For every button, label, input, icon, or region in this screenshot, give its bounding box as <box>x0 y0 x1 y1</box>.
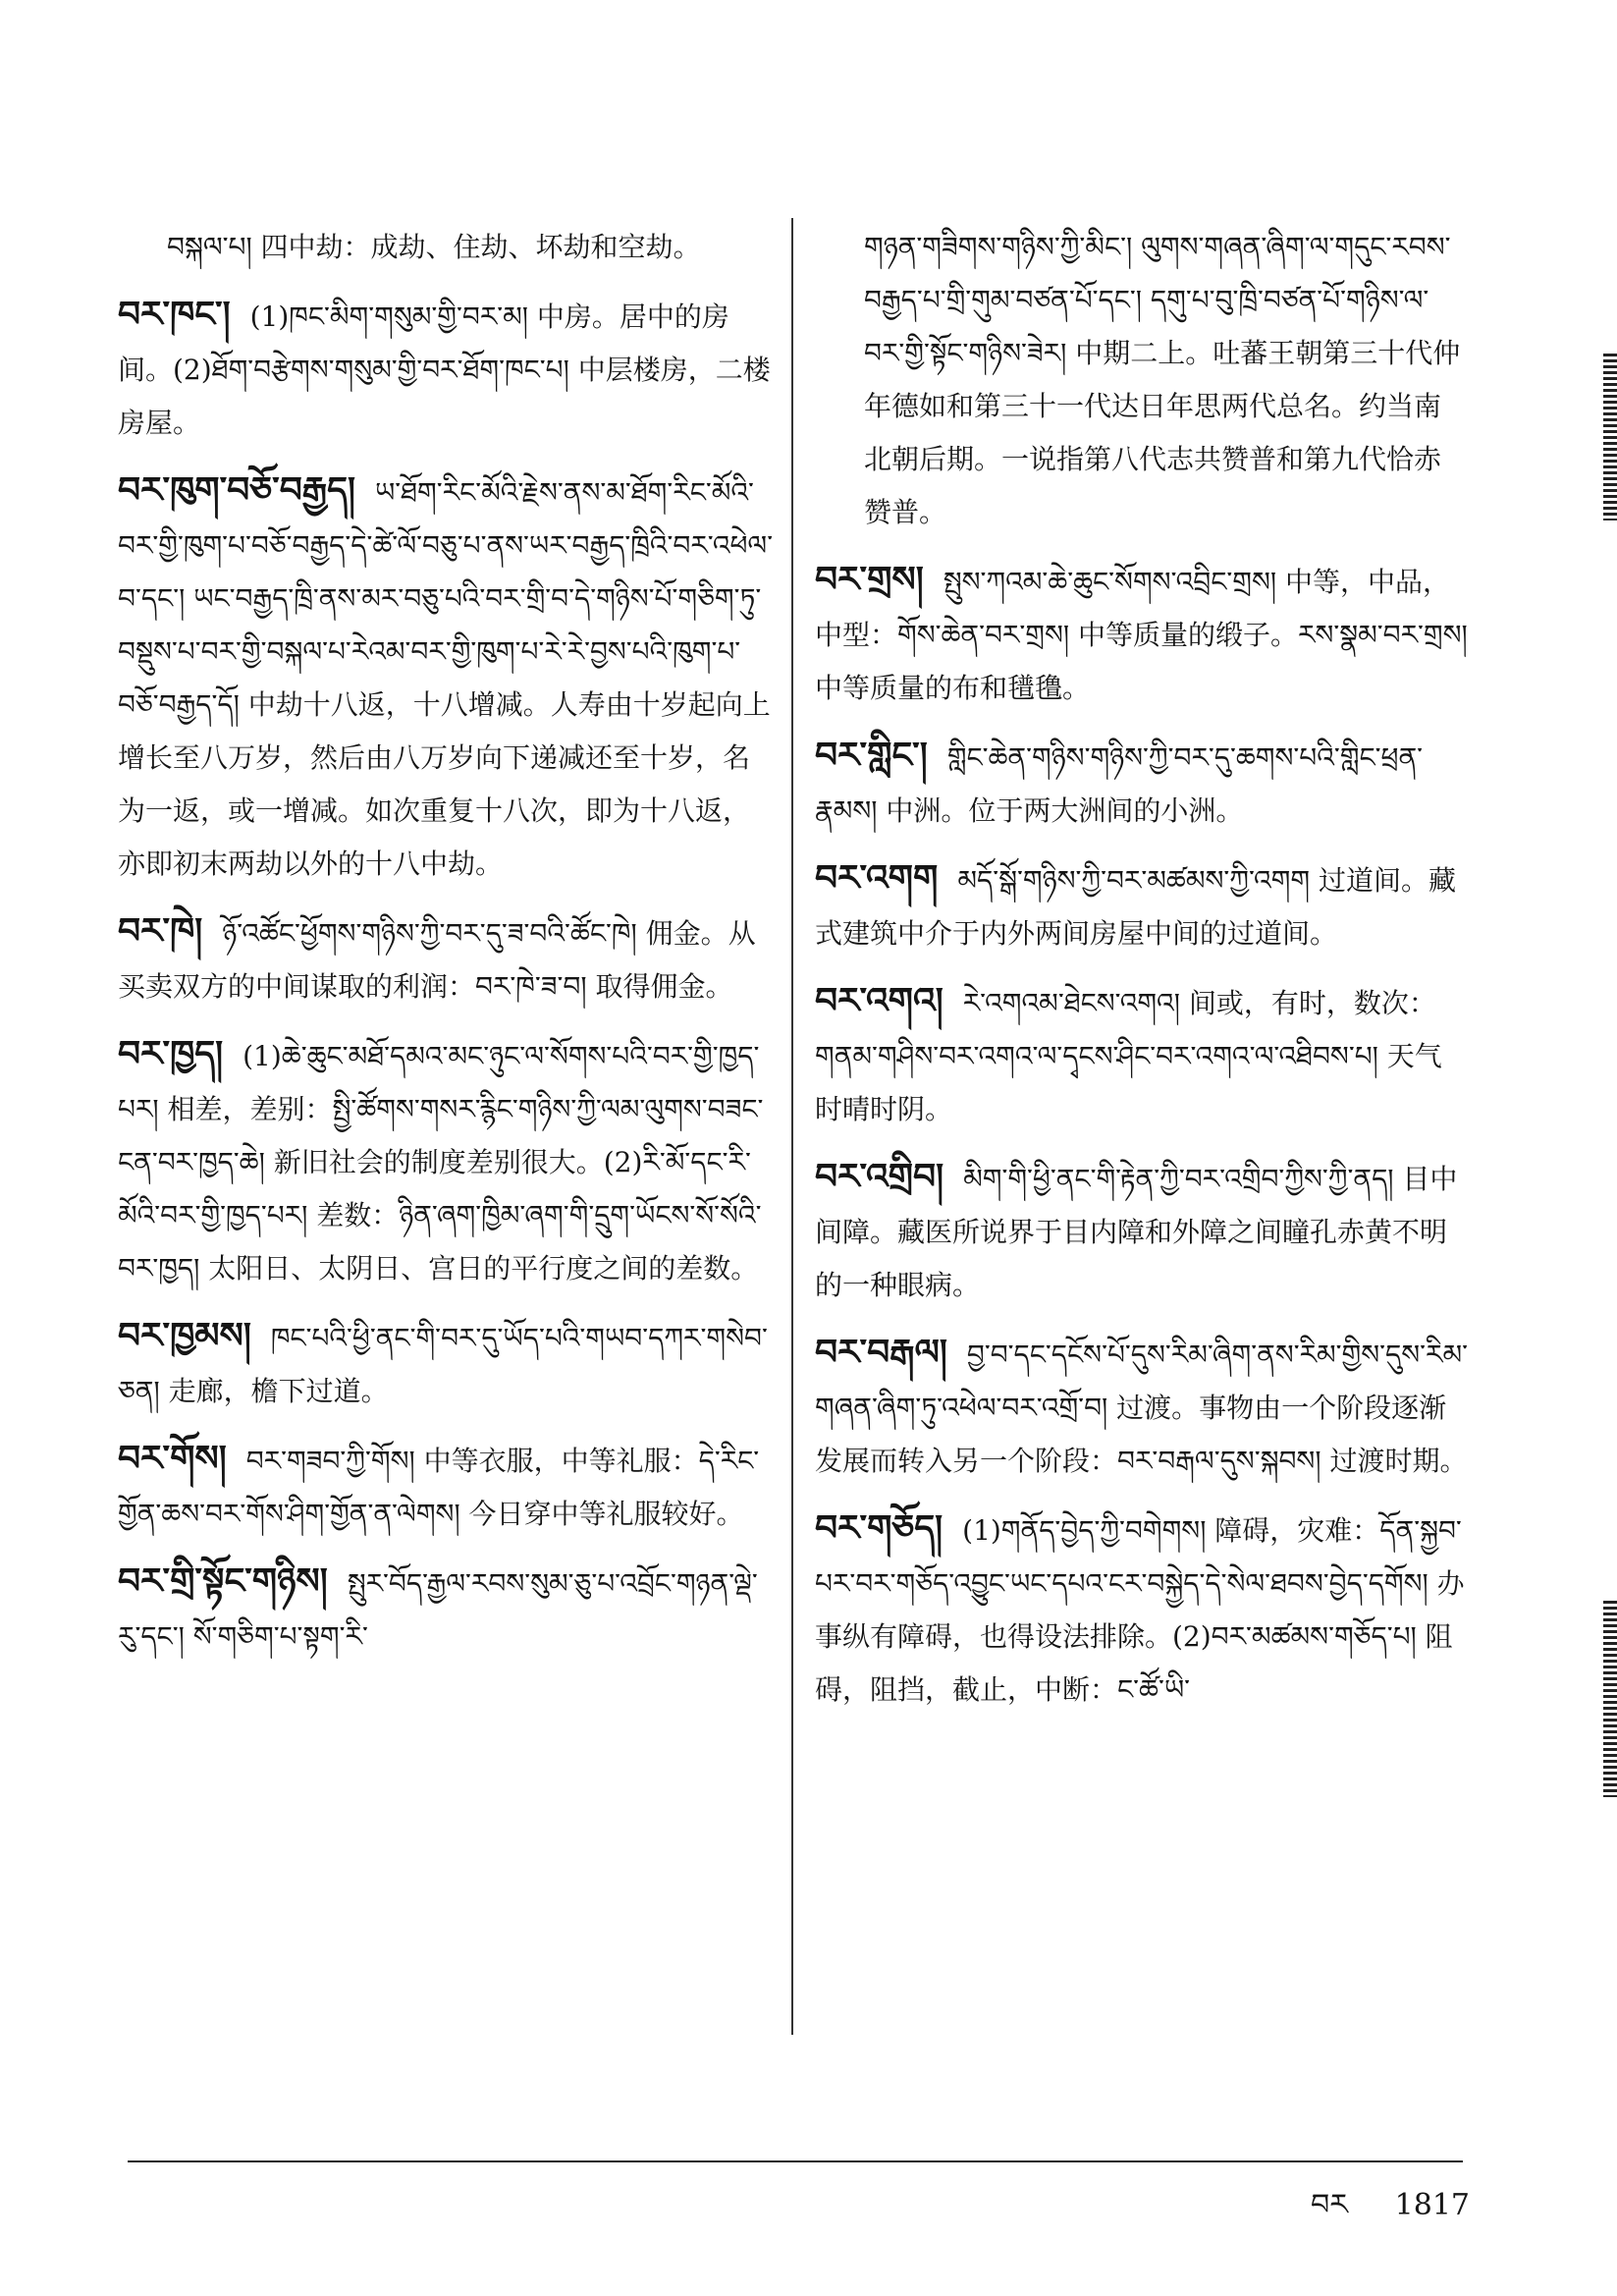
entry-headword: བར་གྲས། <box>815 559 924 600</box>
entry-headword: བར་འགག <box>815 857 939 899</box>
dictionary-entry <box>118 904 776 1013</box>
entry-definition: བར་གཟབ་ཀྱི་གོས། 中等衣服，中等礼服：དེ་རིང་གྱོན་ཆས་བར་གོས་ཤིག་གྱོན་ན་ལེགས། 今日穿中等礼服较好。 <box>118 1445 760 1530</box>
entry-headword: བར་ཁེ། <box>118 910 203 952</box>
entry-definition: (1)ཆེ་ཆུང་མཐོ་དམའ་མང་ཉུང་ལ་སོགས་པའི་བར་གྱི་ཁྱད་པར། 相差，差别：སྤྱི་ཚོགས་གསར་རྙིང་གཉིས་ཀྱི་ལམ་ལུགས་བཟང་ངན་བར་ཁྱད་ཆེ། 新旧社会的制度差别很大。(2)རི་མོ་དང་རི་མོའི་བར་གྱི་ཁྱད་པར། 差数：ཉིན་ཞག་ཁྱིམ་ཞག་གི་དྲུག་ཡོངས་སོ་སོའི་བར་ཁྱད། 太阳日、太阴日、宫日的平行度之间的差数。 <box>118 1040 764 1285</box>
entry-definition: གཉན་གཟིགས་གཉིས་ཀྱི་མིང་། ལུགས་གཞན་ཞིག་ལ་གདུང་རབས་བརྒྱད་པ་གྲི་གུམ་བཙན་པོ་དང་། དགུ་པ་བུ་ཁྲི་བཙན་པོ་གཉིས་ལ་བར་གྱི་སྟོང་གཉིས་ཟེར། 中期二上。吐蕃王朝第三十代仲年德如和第三十一代达日年思两代总名。约当南北朝后期。一说指第八代志共赞普和第九代恰赤赞普。 <box>864 231 1461 528</box>
entry-definition: (1)ཁང་མིག་གསུམ་གྱི་བར་མ། 中房。居中的房间。(2)ཐོག་བརྩེགས་གསུམ་གྱི་བར་ཐོག་ཁང་པ། 中层楼房，二楼房屋。 <box>118 301 771 439</box>
entry-headword: བར་ཁྱམས། <box>118 1315 251 1356</box>
section-label: བར <box>1311 2188 1348 2222</box>
entry-headword: བར་གོས། <box>118 1438 227 1479</box>
entry-headword: བར་གཅོད། <box>815 1507 943 1549</box>
dictionary-entry <box>864 221 1468 539</box>
entry-headword: བར་བརྒལ། <box>815 1332 947 1373</box>
page-footer <box>1311 2172 1470 2255</box>
entry-definition: མིག་གི་ཕྱི་ནང་གི་རྟེན་ཀྱི་བར་འགྲིབ་ཀྱིས་ཀྱི་ནད། 目中间障。藏医所说界于目内障和外障之间瞳孔赤黄不明的一种眼病。 <box>815 1163 1458 1301</box>
dictionary-entry <box>118 288 776 450</box>
scan-edge-mark <box>1603 354 1617 520</box>
entry-definition: ཉོ་འཚོང་ཕྱོགས་གཉིས་ཀྱི་བར་དུ་ཟ་བའི་ཚོང་ཁེ། 佣金。从买卖双方的中间谋取的利润：བར་ཁེ་ཟ་བ། 取得佣金。 <box>118 917 756 1003</box>
entry-definition: རེ་འགའམ་ཐེངས་འགའ། 间或，有时，数次：གནམ་གཤིས་བར་འགའ་ལ་དྭངས་ཤིང་བར་འགའ་ལ་འཐིབས་པ། 天气时晴时阴。 <box>815 987 1442 1125</box>
scan-edge-mark <box>1603 1601 1617 1797</box>
entry-definition: སྤུས་ཀའམ་ཆེ་ཆུང་སོགས་འབྲིང་གྲས། 中等，中品，中型：གོས་ཆེན་བར་གྲས། 中等质量的缎子。རས་སྣམ་བར་གྲས། 中等质量的布和氆氇。 <box>815 566 1468 704</box>
entry-headword: བར་འགའ། <box>815 980 943 1021</box>
dictionary-entry <box>815 851 1468 960</box>
entry-definition: མདོ་སྒོ་གཉིས་ཀྱི་བར་མཚམས་ཀྱི་འགག 过道间。藏式建筑中介于内外两间房屋中间的过道间。 <box>815 864 1456 950</box>
entry-headword: བར་གླིང་། <box>815 735 928 776</box>
entry-headword: བར་ཁྱད། <box>118 1033 224 1074</box>
dictionary-entry <box>118 1432 776 1541</box>
dictionary-entry <box>118 1555 776 1664</box>
dictionary-entry <box>815 1326 1468 1488</box>
entry-headword: བར་ཁུག་བཅོ་བརྒྱད། <box>118 469 355 511</box>
right-column <box>815 221 1468 1730</box>
dictionary-entry <box>118 464 776 891</box>
column-divider <box>791 218 793 2035</box>
dictionary-entry <box>815 729 1468 838</box>
dictionary-entry <box>815 974 1468 1136</box>
dictionary-entry <box>815 553 1468 715</box>
entry-headword: བར་ཁང་། <box>118 294 231 335</box>
entry-definition: ཡ་ཐོག་རིང་མོའི་རྗེས་ནས་མ་ཐོག་རིང་མོའི་བར་གྱི་ཁུག་པ་བཅོ་བརྒྱད་དེ་ཚེ་ལོ་བཅུ་པ་ནས་ཡར་བརྒྱད་ཁྲིའི་བར་འཕེལ་བ་དང་། ཡང་བརྒྱད་ཁྲི་ནས་མར་བཅུ་པའི་བར་གྲི་བ་དེ་གཉིས་པོ་གཅིག་ཏུ་བསྡུས་པ་བར་གྱི་བསྐལ་པ་རེའམ་བར་གྱི་ཁུག་པ་རེ་རེ་བྱས་པའི་ཁུག་པ་བཅོ་བརྒྱད་དོ། 中劫十八返，十八增减。人寿由十岁起向上增长至八万岁，然后由八万岁向下递减还至十岁，名为一返，或一增减。如次重复十八次，即为十八返，亦即初末两劫以外的十八中劫。 <box>118 476 774 880</box>
footer-rule <box>128 2160 1463 2162</box>
entry-definition: སྤུར་བོད་རྒྱལ་རབས་སུམ་ཅུ་པ་འབྲོང་གཉན་ལྡེ་རུ་དང་། སོ་གཅིག་པ་སྟག་རི་ <box>118 1567 758 1653</box>
entry-definition: གླིང་ཆེན་གཉིས་གཉིས་ཀྱི་བར་དུ་ཆགས་པའི་གླིང་ཕྲན་རྣམས། 中洲。位于两大洲间的小洲。 <box>815 741 1424 827</box>
left-column <box>118 221 776 1677</box>
entry-definition: བསྐལ་པ། 四中劫：成劫、住劫、坏劫和空劫。 <box>167 231 701 263</box>
entry-headword: བར་གྲི་སྟོང་གཉིས། <box>118 1560 328 1602</box>
entry-headword: བར་འགྲིབ། <box>815 1156 944 1197</box>
dictionary-entry <box>815 1150 1468 1312</box>
dictionary-entry <box>118 1027 776 1295</box>
dictionary-entry <box>167 221 776 274</box>
entry-definition: ཁང་པའི་ཕྱི་ནང་གི་བར་དུ་ཡོད་པའི་གཡབ་དཀར་གསེབ་ཅན། 走廊，檐下过道。 <box>118 1322 768 1407</box>
page-number: 1817 <box>1394 2188 1470 2222</box>
entry-definition: (1)གནོད་བྱེད་ཀྱི་བགེགས། 障碍，灾难：དོན་སྐྱབ་པར་བར་གཅོད་འབྱུང་ཡང་དཔའ་ངར་བསྐྱེད་དེ་སེལ་ཐབས་བྱེད་དགོས། 办事纵有障碍，也得设法排除。(2)བར་མཚམས་གཅོད་པ། 阻碍，阻挡，截止，中断：ང་ཚོ་ཡི་ <box>815 1514 1465 1706</box>
entry-definition: བྱ་བ་དང་དངོས་པོ་དུས་རིམ་ཞིག་ནས་རིམ་གྱིས་དུས་རིམ་གཞན་ཞིག་ཏུ་འཕེལ་བར་འགྲོ་བ། 过渡。事物由一个阶段逐渐发展而转入另一个阶段：བར་བརྒལ་དུས་སྐབས། 过渡时期。 <box>815 1339 1469 1477</box>
dictionary-entry <box>815 1502 1468 1717</box>
dictionary-entry <box>118 1309 776 1418</box>
